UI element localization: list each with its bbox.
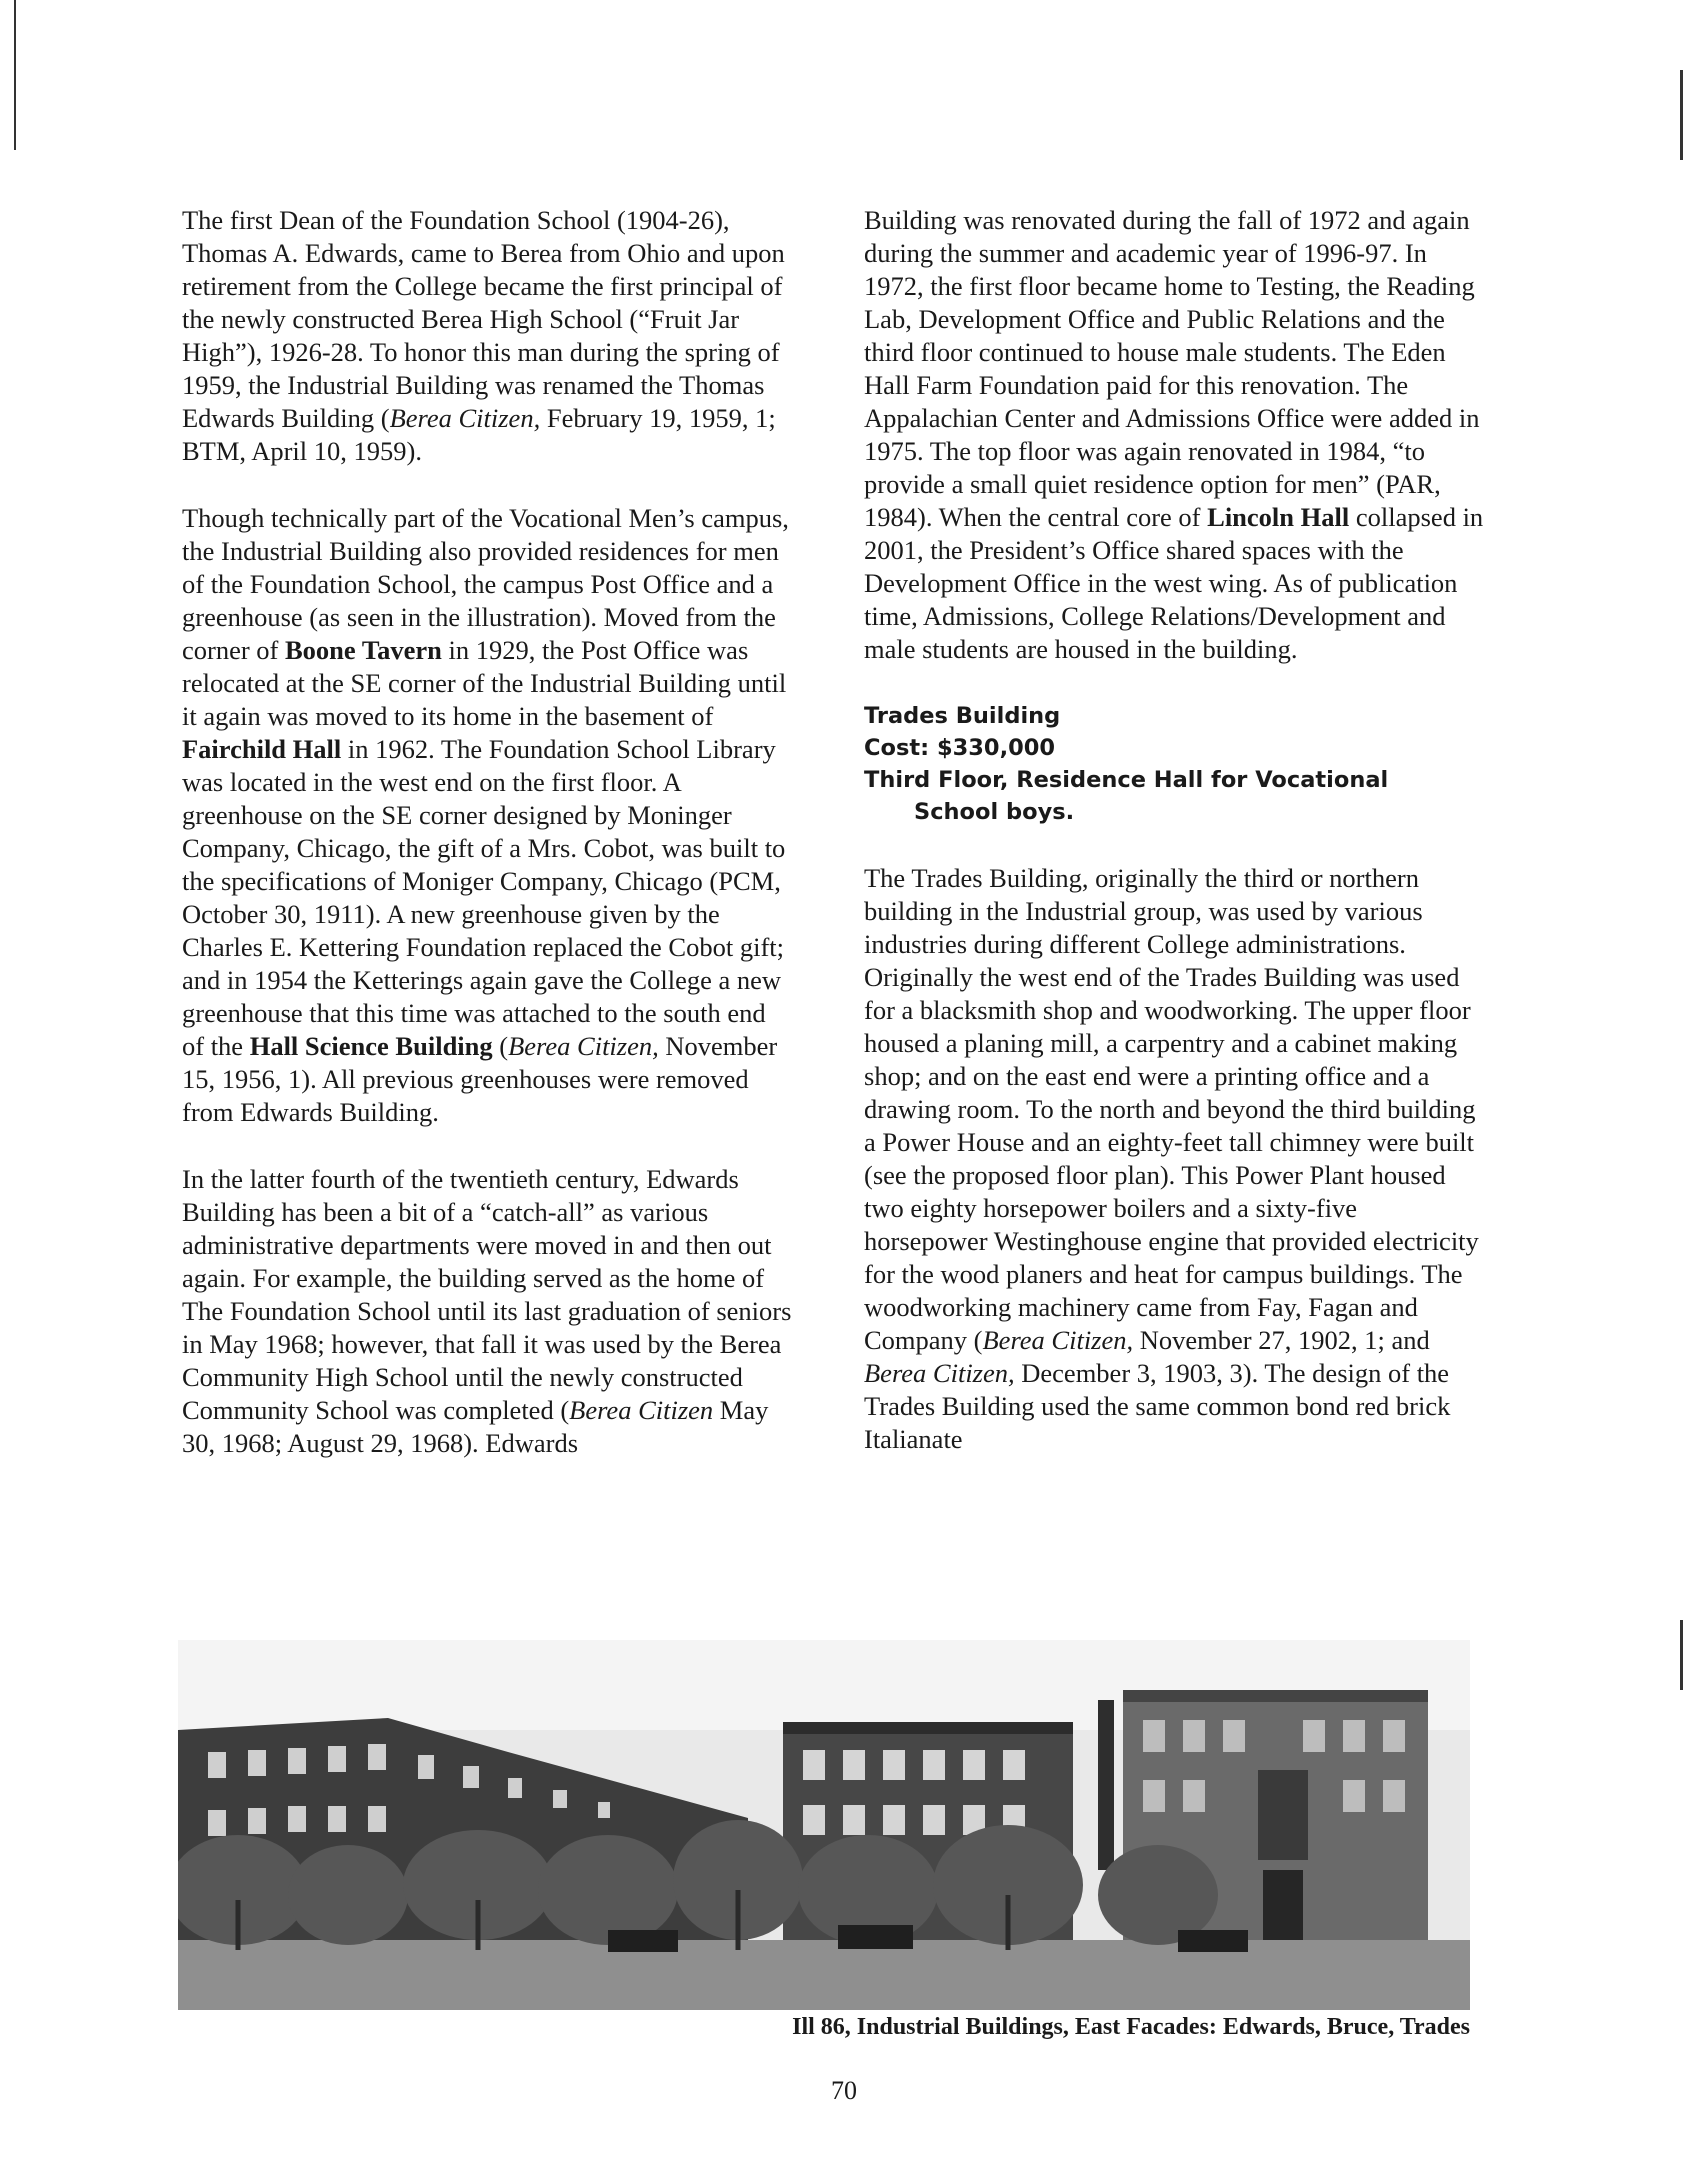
heading-cost: Cost: $330,000 bbox=[864, 735, 1056, 761]
paragraph-industrial-building-uses: Though technically part of the Vocational Men’s campus, the Industrial Building also provided residences for men of the Foundation School, the campus Post Office and a greenhouse (as seen in the illustration). Moved from the corner of Boone Tavern in 1929, the Post Office was relocated at the SE corner of the Industrial Building until it again was moved to its home in the basement of Fairchild Hall in 1962. The Foundation School Library was located in the west end on the first floor. A greenhouse on the SE corner designed by Moninger Company, Chicago, the gift of a Mrs. Cobot, was built to the specifications of Moniger Company, Chicago (PCM, October 30, 1911). A new greenhouse given by the Charles E. Kettering Foundation replaced the Cobot gift; and in 1954 the Ketterings again gave the College a new greenhouse that this time was attached to the south end of the Hall Science Building (Berea Citizen, November 15, 1956, 1). All previous greenhouses were removed from Edwards Building. bbox=[182, 503, 789, 1127]
photo-industrial-buildings bbox=[178, 1640, 1470, 2010]
scan-edge-mark-right bbox=[1680, 70, 1683, 160]
paragraph-renovations: Building was renovated during the fall of 1972 and again during the summer and academic year of 1996-97. In 1972, the first floor became home to Testing, the Reading Lab, Development Office and Public Relations and the third floor continued to house male students. The Eden Hall Farm Foundation paid for this renovation. The Appalachian Center and Admissions Office were added in 1975. The top floor was again renovated in 1984, “to provide a small quiet residence option for men” (PAR, 1984). When the central core of Lincoln Hall collapsed in 2001, the President’s Office shared spaces with the Development Office in the west wing. As of publication time, Admissions, College Relations/Development and male students are housed in the building. bbox=[864, 205, 1484, 664]
scan-edge-mark-right-lower bbox=[1680, 1620, 1683, 1690]
heading-title: Trades Building bbox=[864, 703, 1061, 729]
figure-caption: Ill 86, Industrial Buildings, East Facades: Edwards, Bruce, Trades bbox=[792, 2014, 1470, 2040]
section-heading-trades-building bbox=[864, 700, 1484, 828]
heading-use: Third Floor, Residence Hall for Vocational bbox=[864, 767, 1389, 793]
scan-edge-mark-left bbox=[14, 0, 16, 150]
left-column bbox=[182, 204, 792, 1494]
page-number: 70 bbox=[831, 2076, 857, 2105]
paragraph-trades-building: The Trades Building, originally the third or northern building in the Industrial group, was used by various industries during different College administrations. Originally the west end of the Trades Building was used for a blacksmith shop and woodworking. The upper floor housed a planing mill, a carpentry and a cabinet making shop; and on the east end were a printing office and a drawing room. To the north and beyond the third building a Power House and an eighty-feet tall chimney were built (see the proposed floor plan). This Power Plant housed two eighty horsepower boilers and a sixty-five horsepower Westinghouse engine that provided electricity for the wood planers and heat for campus buildings. The woodworking machinery came from Fay, Fagan and Company (Berea Citizen, November 27, 1902, 1; and Berea Citizen, December 3, 1903, 3). The design of the Trades Building used the same common bond red brick Italianate bbox=[864, 863, 1479, 1454]
paragraph-catch-all: In the latter fourth of the twentieth century, Edwards Building has been a bit of a “catch-all” as various administrative departments were moved in and then out again. For example, the building served as the home of The Foundation School until its last graduation of seniors in May 1968; however, that fall it was used by the Berea Community High School until the newly constructed Community School was completed (Berea Citizen May 30, 1968; August 29, 1968). Edwards bbox=[182, 1164, 792, 1458]
right-column bbox=[864, 204, 1484, 1490]
heading-use-continued: School boys. bbox=[914, 799, 1075, 825]
paragraph-dean-edwards: The first Dean of the Foundation School (1904-26), Thomas A. Edwards, came to Berea from Ohio and upon retirement from the College became the first principal of the newly constructed Berea High School (“Fruit Jar High”), 1926-28. To honor this man during the spring of 1959, the Industrial Building was renamed the Thomas Edwards Building (Berea Citizen, February 19, 1959, 1; BTM, April 10, 1959). bbox=[182, 205, 785, 466]
